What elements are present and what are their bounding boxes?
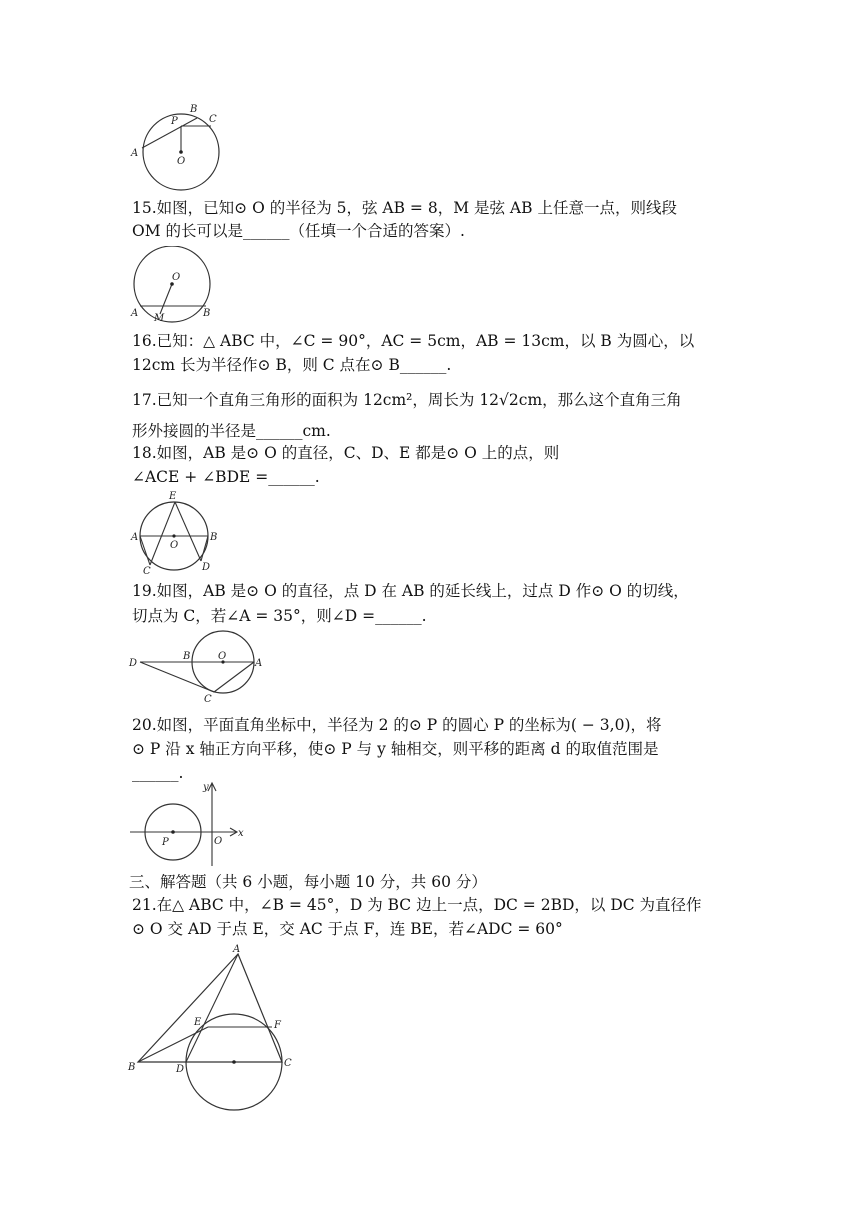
question-15-line-1: 15.如图，已知⊙ O 的半径为 5，弦 AB = 8，M 是弦 AB 上任意一点，则线段 bbox=[132, 199, 677, 217]
label-o: O bbox=[172, 272, 181, 283]
figure-21 bbox=[126, 940, 301, 1115]
question-21-line-2: ⊙ O 交 AD 于点 E，交 AC 于点 F，连 BE，若∠ADC = 60° bbox=[132, 920, 563, 938]
figure-14 bbox=[128, 100, 228, 195]
label-o: O bbox=[177, 156, 186, 167]
question-15-line-2: OM 的长可以是______（任填一个合适的答案）. bbox=[132, 222, 465, 240]
label-a: A bbox=[131, 308, 139, 319]
label-c: C bbox=[204, 694, 212, 705]
question-18-line-2: ∠ACE + ∠BDE =______. bbox=[132, 468, 320, 486]
label-e: E bbox=[169, 491, 177, 502]
question-20-line-1: 20.如图，平面直角坐标中，半径为 2 的⊙ P 的圆心 P 的坐标为( − 3,0)，将 bbox=[132, 716, 662, 734]
figure-18 bbox=[128, 488, 223, 576]
label-a: A bbox=[131, 532, 139, 543]
figure-20 bbox=[126, 778, 251, 870]
question-19-line-2: 切点为 C，若∠A = 35°，则∠D =______. bbox=[132, 607, 427, 625]
label-p: P bbox=[171, 116, 178, 127]
label-b: B bbox=[203, 308, 211, 319]
label-f: F bbox=[274, 1020, 281, 1031]
section-3-title: 三、解答题（共 6 小题，每小题 10 分，共 60 分） bbox=[129, 873, 487, 891]
label-x: x bbox=[238, 828, 244, 839]
label-m: M bbox=[154, 313, 165, 324]
label-o: O bbox=[214, 836, 223, 847]
label-p: P bbox=[162, 837, 169, 848]
label-a: A bbox=[255, 658, 263, 669]
label-b: B bbox=[128, 1062, 136, 1073]
label-d: D bbox=[176, 1064, 185, 1075]
label-b: B bbox=[190, 104, 198, 115]
question-19-line-1: 19.如图，AB 是⊙ O 的直径，点 D 在 AB 的延长线上，过点 D 作⊙ O 的切线， bbox=[132, 582, 689, 600]
label-a: A bbox=[233, 944, 241, 955]
question-20-line-2: ⊙ P 沿 x 轴正方向平移，使⊙ P 与 y 轴相交，则平移的距离 d 的取值范围是 bbox=[132, 740, 659, 758]
label-c: C bbox=[284, 1058, 292, 1069]
label-c: C bbox=[143, 566, 151, 576]
label-d: D bbox=[202, 562, 211, 573]
question-21-line-1: 21.在△ ABC 中，∠B = 45°，D 为 BC 边上一点，DC = 2BD，以 DC 为直径作 bbox=[132, 896, 702, 914]
label-d: D bbox=[129, 658, 138, 669]
label-o: O bbox=[170, 540, 179, 551]
question-16-line-1: 16.已知：△ ABC 中，∠C = 90°，AC = 5cm，AB = 13cm，以 B 为圆心，以 bbox=[132, 332, 695, 350]
question-17-line-2: 形外接圆的半径是______cm. bbox=[132, 422, 331, 440]
label-a: A bbox=[131, 148, 139, 159]
label-c: C bbox=[209, 114, 217, 125]
question-18-line-1: 18.如图，AB 是⊙ O 的直径，C、D、E 都是⊙ O 上的点，则 bbox=[132, 444, 560, 462]
label-b: B bbox=[183, 651, 191, 662]
question-17-line-1: 17.已知一个直角三角形的面积为 12cm²，周长为 12√2cm，那么这个直角三角 bbox=[132, 391, 682, 409]
label-y: y bbox=[203, 782, 209, 793]
label-e: E bbox=[194, 1017, 202, 1028]
label-o: O bbox=[218, 651, 227, 662]
question-16-line-2: 12cm 长为半径作⊙ B，则 C 点在⊙ B______. bbox=[132, 356, 452, 374]
figure-19 bbox=[126, 628, 271, 708]
figure-15 bbox=[126, 246, 226, 326]
question-20-line-3: ______. bbox=[132, 764, 184, 782]
label-b: B bbox=[210, 532, 218, 543]
